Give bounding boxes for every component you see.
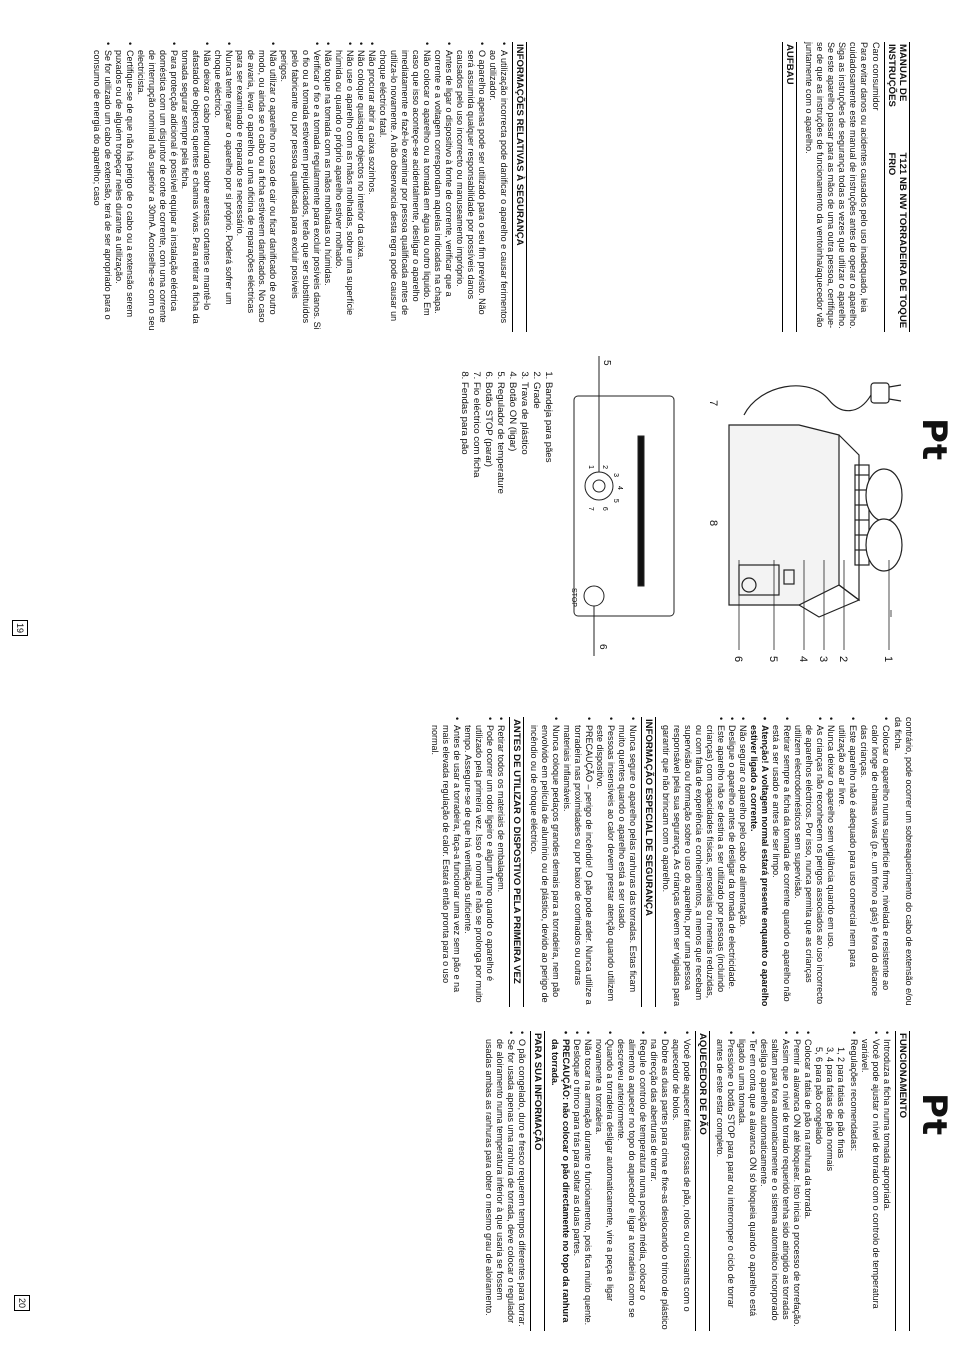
legend-item: 1. Bandeja para pães: [542, 382, 554, 660]
list-item: • Quando a torradeira desligar automaticamente, vire a peça e ligar novamente a torradeira.: [593, 1031, 615, 1331]
list-item: • Não tocar na armação durante o funcionamento, pois fica muito quente.: [582, 1031, 593, 1331]
callout-8: 8: [707, 520, 719, 527]
list-item: • Assim que o nível de torrado requerido tenha sido atingido as torradas saltam para fora automaticamente e o sistema automático incorporado desliga o aparelho automaticamente.: [758, 1031, 791, 1331]
list-item: • Não deixar o cabo pendurado sobre arestas cortantes e mantê-lo afastado de objectos quentes e chamas vivas. Para retirar a ficha da tomada segurar sempre pela ficha.: [179, 42, 212, 332]
panel-callout-5: 5: [601, 360, 612, 366]
list-item: • Premir a alavanca ON até bloquear. Isto inicia o processo de torrefação.: [791, 1031, 802, 1331]
list-item: • Não procurar abrir a caixa sozinhos.: [366, 42, 377, 332]
operation-list: [848, 1031, 892, 1331]
callout-4: 4: [797, 656, 809, 663]
list-item: 3, 4 para fatias de pão normais: [825, 1047, 835, 1172]
intro-greeting: Caro consumidor: [871, 42, 881, 111]
callout-7: 7: [707, 400, 719, 407]
dial-number: 1: [587, 465, 595, 470]
list-item: • Se for usada apenas uma ranhura de torrada, deve colocar o regulador de aloiramento numa temperatura inferior à que usaria se fossem usadas ambas as ranhuras para obter o mesmo grau de aloiramento.: [483, 1031, 516, 1331]
list-item: • Não colocar o aparelho ou a tomada em água ou outro liquido. Em caso que isso aconteçe-se acidentalmente, desligar o aparelho imediatamente e fazê-lo examinar por pessoa qualificada antes de utiliza-lo novamente. A não observancia desta regra pode causar un choque eléctrico fatal.: [377, 42, 432, 332]
settings-list: [813, 1031, 846, 1331]
dial-number: 4: [616, 486, 623, 490]
list-item: • Pessoas insensíveis ao calor devem prestar atenção quando utilizem este dispositivo.: [594, 717, 616, 1007]
list-item: • Nunca coloque pedaços grandes demais para a torradeira, nem pão envolvido em película de alumínio ou de plástico, devido ao perigo de incêndio ou de choque eléctrico.: [528, 717, 561, 1007]
dial-number: 7: [587, 506, 595, 511]
list-item: • Retirar todos os materiais de embalagem.: [495, 717, 506, 1007]
list-item: • Antes de ligar o dispositivo à fonte de corrente, verificar que a corrente e a voltagem correspondam aquelas indicadas na chapa.: [432, 42, 454, 332]
list-item: • Pode ocorrer um odor ligeiro e algum fumo quando o aparelho é utilizado pela primeira vez. Isso é normal e não se prolonga por muito tempo. Assegure-se de que há ventilação suficiente.: [462, 717, 495, 1007]
list-item: • Ter em conta que a alavanca ON só bloqueia quando o aparelho está ligado a uma tomada.: [736, 1031, 758, 1331]
right-column: [481, 1031, 914, 1331]
list-item: • Não coloque quaisquer objectos no interior da caixa.: [355, 42, 366, 332]
info-list: [483, 1031, 527, 1331]
list-item: • Pressione o botão STOP para parar ou interromper o ciclo de torrar antes de este estar completo.: [714, 1031, 736, 1331]
section-header-operation: FUNCIONAMENTO: [895, 1031, 910, 1331]
dial-number: 5: [611, 498, 619, 503]
page-number: 19: [12, 620, 28, 636]
list-item: • Certifique-se de que não há perigo de o cabo ou a extensão serem puxados ou de alguém tropeçar neles durante a utilização.: [113, 42, 135, 332]
continuation-text: contrário, pode ocorrer um sobreaquecimento do cabo de extensão e/ou da ficha.: [893, 717, 914, 1006]
callout-1: 1: [882, 656, 894, 663]
section-header-info: PARA SUA INFORMAÇÃO: [530, 1031, 545, 1331]
list-item: • Você pode aquecer fatias grossas de pão, rolos ou croissants com o aquecedor de bolos.: [670, 1031, 692, 1331]
legend-item: 6. Botão STOP (parar): [482, 382, 494, 660]
callout-2: 2: [837, 656, 849, 663]
intro-text: Para evitar danos ou acidentes causados pelo uso inadequado, leia cuidadosamente este manual de instruções antes de operar o aparelho. Siga as instruções de segurança todas as vezes que utilizar o aparelho. Se este aparelho passar para as mãos de uma outra pessoa, certifique-se de que as instruções de funcionamento da ventoinha/aquecedor vão juntamente com o aparelho.: [804, 42, 869, 329]
list-item: • O aparelho apenas pode ser utilizado para o seu fim previsto. Não será assumida qualquer responsabilidade por possíveis danos causados pelo uso incorrecto ou manuseamento impróprio.: [454, 42, 487, 332]
list-item: • Desligue o aparelho antes de desligar da tomada de electricidade.: [726, 717, 737, 1007]
legend-item: 7. Fio eléctrico com ficha: [470, 382, 482, 660]
list-item: • PRECAUÇÃO – perigo de incêndio! O pão pode arder. Nunca utilize a torradeira nas proximidades ou por baixo de cortinados ou outras materiais inflamáveis.: [561, 717, 594, 1007]
list-item: • Retirar sempre a ficha da tomada de corrente quando o aparelho não está a ser usado e antes de ser limpo.: [770, 717, 792, 1007]
bun-warmer-list: [549, 1031, 692, 1331]
list-item: • Este aparelho não é adequado para uso comercial nem para utilização ao ar livre.: [836, 717, 858, 1007]
list-item: • Nunca tente reparar o aparelho por si próprio. Poderá sofrer um choque eléctrico.: [212, 42, 234, 332]
list-item: 5, 6 para pão congelado: [814, 1047, 824, 1145]
list-item: • Não toque na tomada com as mãos molhadas ou húmidas.: [322, 42, 333, 332]
list-item: • Colocar a fatia de pão na ranhura da torrada.: [802, 1031, 813, 1331]
list-item: • Dobre as duas partes para cima e fixe-as deslocando o trinco de plástico na direcção das aberturas de torrar.: [648, 1031, 670, 1331]
safety-continued-list: [660, 717, 891, 1007]
list-item: • Nunca deixar o aparelho sem vigilância quando em uso.: [825, 717, 836, 1007]
section-header-aufbau: AUFBAU: [782, 42, 797, 332]
manual-title: MANUAL DE INSTRUÇÕES: [886, 44, 908, 107]
list-item: 1, 2 para fatias de pão finas: [836, 1047, 846, 1159]
left-column: [89, 42, 914, 332]
list-item: • Este aparelho não se destina a ser utilizado por pessoas (incluindo crianças) com capacidades físicas, sensoriais ou mentais reduzidas, ou com falta de experiência e conhecimentos, a menos que recebam supervisão ou formação sobre o uso do aparelho, por uma pessoa responsável pela sua segurança. As crianças devem ser vigiadas para garantir que não brincam com o aparelho.: [660, 717, 726, 1007]
safety-list: [91, 42, 509, 332]
list-item: • O pão congelado, duro e fresco requerem tempos diferentes para torrar.: [516, 1031, 527, 1331]
list-item: • As crianças não reconhecem os perigos associados ao uso incorrecto de aparelhos eléctricos. Por isso, nunca permita que as crianças utilizem electrodomésticos sem supervisão.: [792, 717, 825, 1007]
first-use-list: [429, 717, 506, 1007]
list-item: • Introduza a ficha numa tomada apropriada.: [881, 1031, 892, 1331]
list-item: • Para protecção adicional é possível equipar a instalação eléctrica doméstica com um disjuntor de corte de corrente, com uma corrente de interrupção nominal não superior a 30mA. Aconselhe-se com o seu electricista.: [135, 42, 179, 332]
callout-3: 3: [817, 656, 829, 663]
legend-item: 8. Fendas para pão: [458, 382, 470, 660]
list-item: • Antes de usar a torradeira, faça-a funcionar uma vez sem pão e na mais elevada regulação de calor. Estará então pronta para o uso normal.: [429, 717, 462, 1007]
section-header-safety: INFORMAÇÕES RELATIVAS À SEGURANÇA: [512, 42, 527, 332]
section-header-first-use: ANTES DE UTILIZAR O DISPOSTIVO PELA PRIMEIRA VEZ: [509, 717, 524, 1007]
legend-item: 5. Regulador de temperature: [494, 382, 506, 660]
page-20: [0, 675, 954, 1350]
manual-header: [884, 42, 910, 332]
list-item: • Não use o aparelho com as mãos molhadas, sobre uma superfície húmida ou quando o próprio aparelho estiver molhado.: [333, 42, 355, 332]
list-item: • PRECAUÇÃO: não colocar o pão directamente no topo da ranhura da torrada.: [549, 1031, 571, 1331]
panel-callout-6: 6: [597, 644, 608, 650]
language-tag: Pt: [914, 418, 954, 462]
legend-item: 2. Grade: [530, 382, 542, 660]
parts-legend: [458, 360, 554, 660]
left-column: [427, 717, 914, 1007]
list-item: • Nunca segure o aparelho pelas ranhuras das torradas. Estas ficam muito quentes quando o aparelho está a ser usado.: [616, 717, 638, 1007]
list-item: • A utilização incorrecta pode danificar o aparelho e causar ferimentos ao utilizador.: [487, 42, 509, 332]
list-item: • Verificar o fio e a tomada regularmente para excluir posíveis danos. Si o fio ou a tomada estiverem prejudicados, terão que ser substituídos pelo fabricante ou por pessoa qualificada para excluir posíveis perigos.: [278, 42, 322, 332]
dial-number: 6: [600, 506, 608, 511]
special-safety-list: [528, 717, 638, 1007]
callout-5: 5: [767, 656, 779, 663]
dial-number: 3: [611, 473, 619, 478]
stop-label: STOP: [570, 588, 577, 607]
diagram-spacer: [531, 42, 779, 332]
diagram-callouts-lower: [704, 400, 724, 540]
operation-list-continued: [714, 1031, 813, 1331]
list-item: • Regulações recomendadas:: [848, 1031, 859, 1331]
list-item: • Desloque o trinco para trás para soltar as duas partes.: [571, 1031, 582, 1331]
page-number: 20: [14, 1295, 30, 1311]
list-item: • Atenção! A voltagem normal estará presente enquanto o aparelho estiver ligado a corrente.: [748, 717, 770, 1007]
list-item: • Regule o controlo de temperatura numa posição média, colocar o alimento a aquecer no topo do aquecedor e ligar a torradeira como se descreveu anteriormente.: [615, 1031, 648, 1331]
section-header-bun-warmer: AQUECEDOR DE PÃO: [695, 1031, 710, 1331]
legend-item: 4. Botão ON (ligar): [506, 382, 518, 660]
legend-item: 3. Trava de plástico: [518, 382, 530, 660]
list-item: • Não utilizar o aparelho no caso de cair ou ficar danificado de outro modo, ou ainda se o cabo ou a ficha estiverem danificados. No caso de avaria, levar o aparelho a uma oficina de reparações eléctricas para ser examinado e reparado se necessário.: [234, 42, 278, 332]
diagram-callouts: [704, 560, 919, 670]
list-item: • Não segurar o aparelho pelo cabo de alimentação.: [737, 717, 748, 1007]
callout-6: 6: [732, 656, 744, 663]
list-item: • Colocar o aparelho numa superfície firme, nivelada e resistente ao calor longe de chamas vivas (p.e. um forno a gás) e fora do alcance das crianças.: [858, 717, 891, 1007]
control-panel-illustration: [564, 356, 684, 656]
language-tag: Pt: [914, 1093, 954, 1137]
list-item: • Você pode ajustar o nível de torrado com o controlo de temperatura variável.: [859, 1031, 881, 1331]
section-header-special-safety: INFORMAÇÃO ESPECIAL DE SEGURANÇA: [641, 717, 656, 1007]
dial-number: 2: [600, 465, 608, 470]
list-item: • Se for utilizado um cabo de extensão, terá de ser apropriado para o consumo de energia do aparelho; caso: [91, 42, 113, 332]
model-title: T121 NB NW TORRADEIRA DE TOQUE FRIO: [886, 152, 908, 329]
